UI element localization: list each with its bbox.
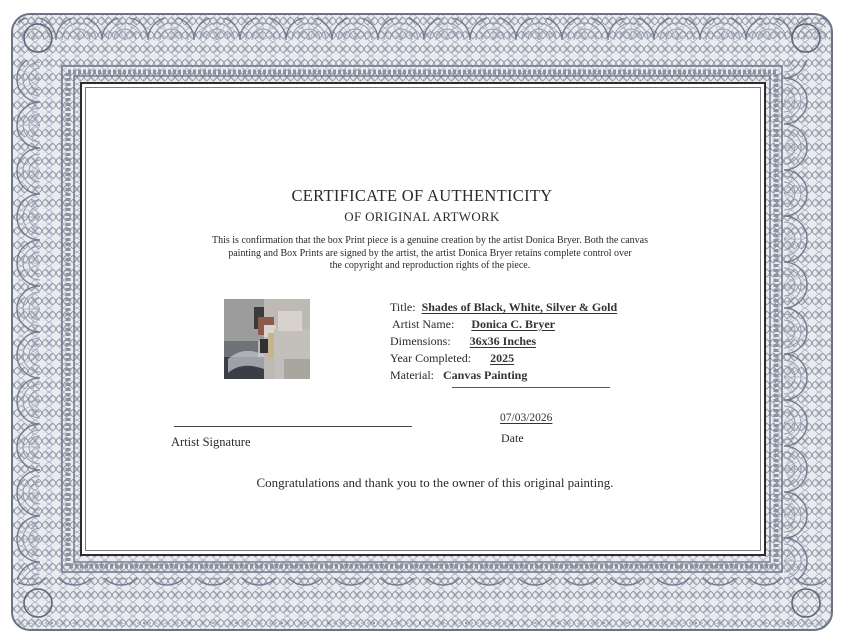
year-row — [390, 351, 514, 366]
signature-label: Artist Signature — [171, 435, 251, 449]
intro-paragraph — [150, 235, 710, 273]
intro-line: painting and Box Prints are signed by the artist, the artist Donica Bryer retains complete control over — [228, 247, 632, 259]
material-underline — [452, 387, 610, 388]
certificate-title: CERTIFICATE OF AUTHENTICITY — [291, 186, 553, 205]
material-label: Material: — [390, 368, 434, 382]
artist-label: Artist Name: — [392, 317, 455, 331]
material-row — [390, 368, 527, 383]
date-value: 07/03/2026 — [500, 412, 553, 424]
title-row — [390, 300, 617, 315]
year-label: Year Completed: — [390, 351, 472, 365]
artwork-thumbnail — [224, 299, 310, 379]
year-value: 2025 — [490, 351, 515, 365]
title-label: Title: — [390, 300, 416, 314]
title-value: Shades of Black, White, Silver & Gold — [421, 300, 618, 314]
material-value: Canvas Painting — [442, 368, 528, 382]
certificate-subtitle: OF ORIGINAL ARTWORK — [344, 209, 500, 224]
dimensions-label: Dimensions: — [390, 334, 451, 348]
intro-line: This is confirmation that the box Print piece is a genuine creation by the artist Donica Bryer. Both the canvas — [212, 235, 648, 246]
artist-row — [392, 317, 555, 332]
closing-message: Congratulations and thank you to the owner of this original painting. — [256, 475, 614, 490]
intro-line: the copyright and reproduction rights of the piece. — [329, 260, 531, 271]
signature-line — [174, 426, 412, 427]
dimensions-value: 36x36 Inches — [469, 334, 537, 348]
artist-value: Donica C. Bryer — [471, 317, 555, 331]
date-label: Date — [501, 431, 524, 445]
dimensions-row — [390, 334, 536, 349]
